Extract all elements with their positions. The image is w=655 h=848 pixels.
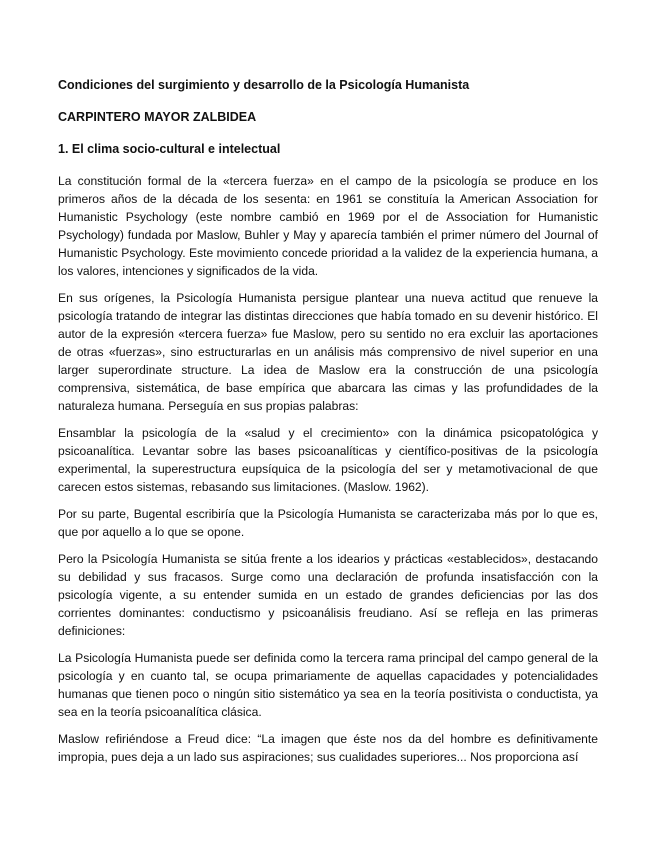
document-page	[58, 76, 598, 775]
document-author: CARPINTERO MAYOR ZALBIDEA	[58, 110, 257, 124]
paragraph-6-definition: La Psicología Humanista puede ser definida como la tercera rama principal del campo general de la psicología y en cuanto tal, se ocupa primariamente de aquellas capacidades y potencialidades humanas que tienen poco o ningún sitio sistemático ya sea en la teoría positivista o conductista, ya sea en la teoría psicoanalítica clásica.	[58, 651, 598, 719]
paragraph-4: Por su parte, Bugental escribiría que la Psicología Humanista se caracterizaba más por lo que es, que por aquello a lo que se opone.	[58, 507, 598, 539]
section-heading: 1. El clima socio-cultural e intelectual	[58, 142, 281, 156]
paragraph-5: Pero la Psicología Humanista se sitúa frente a los idearios y prácticas «establecidos», destacando su debilidad y sus fracasos. Surge como una declaración de profunda insatisfacción con la psicología vigente, a su entender sumida en un estado de grandes deficiencias por las dos corrientes dominantes: conductismo y psicoanálisis freudiano. Así se refleja en las primeras definiciones:	[58, 552, 598, 638]
paragraph-7: Maslow refiriéndose a Freud dice: “La imagen que éste nos da del hombre es definitivamente impropia, pues deja a un lado sus aspiraciones; sus cualidades superiores... Nos proporciona así	[58, 732, 598, 764]
document-title: Condiciones del surgimiento y desarrollo de la Psicología Humanista	[58, 78, 470, 92]
paragraph-1: La constitución formal de la «tercera fuerza» en el campo de la psicología se produce en los primeros años de la década de los sesenta: en 1961 se constituía la American Association for Humanistic Psychology (este nombre cambió en 1969 por el de Association for Humanistic Psychology) fundada por Maslow, Buhler y May y aparecía también el primer número del Journal of Humanistic Psychology. Este movimiento concede prioridad a la validez de la experiencia humana, a los valores, intenciones y significados de la vida.	[58, 174, 598, 278]
paragraph-2: En sus orígenes, la Psicología Humanista persigue plantear una nueva actitud que renueve la psicología tratando de integrar las distintas direcciones que había tomado en su devenir histórico. El autor de la expresión «tercera fuerza» fue Maslow, pero su sentido no era excluir las aportaciones de otras «fuerzas», sino estructurarlas en un análisis más comprensivo de nivel superior en una larger superordinate structure. La idea de Maslow era la construcción de una psicología comprensiva, sistemática, de base empírica que abarcara las cimas y las profundidades de la naturaleza humana. Perseguía en sus propias palabras:	[58, 291, 598, 413]
paragraph-3-quote: Ensamblar la psicología de la «salud y el crecimiento» con la dinámica psicopatológica y psicoanalítica. Levantar sobre las bases psicoanalíticas y científico-positivas de la psicología experimental, la superestructura eupsíquica de la psicología del ser y metamotivacional de que carecen estos sistemas, rebasando sus limitaciones. (Maslow. 1962).	[58, 426, 598, 494]
